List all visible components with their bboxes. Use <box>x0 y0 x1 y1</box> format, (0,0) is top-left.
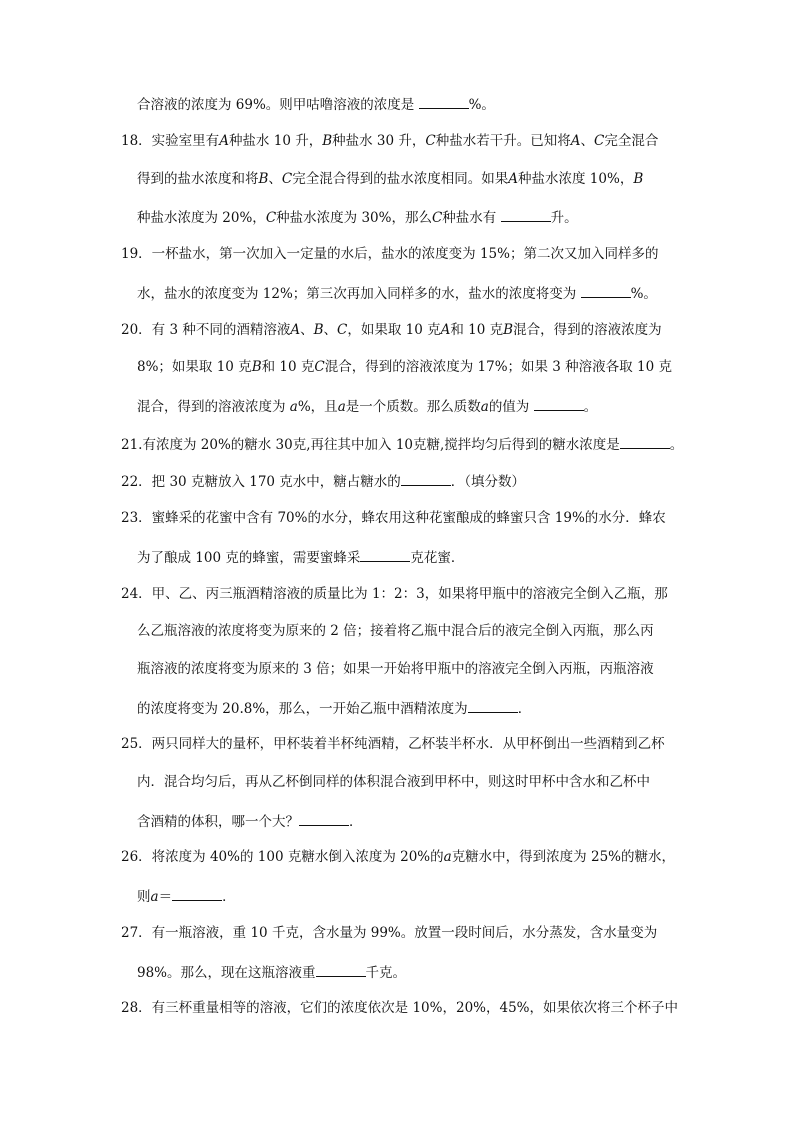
text-span: 的浓度将变为 20.8%，那么，一开始乙瓶中酒精浓度为 <box>137 701 468 717</box>
text-span: 26．将浓度为 40%的 100 克糖水倒入浓度为 20%的 <box>121 849 444 865</box>
text-span: 18．实验室里有 <box>121 133 220 149</box>
answer-blank[interactable] <box>360 550 410 562</box>
text-line <box>137 663 654 677</box>
text-line <box>137 361 672 375</box>
text-span: ． <box>349 814 363 830</box>
variable-text: A <box>290 322 301 338</box>
variable-text: C <box>314 359 325 375</box>
question-23-line <box>121 512 666 526</box>
text-span: 20．有 3 种不同的酒精溶液 <box>121 322 291 338</box>
question-22-line <box>121 474 525 490</box>
variable-text: a <box>443 849 452 865</box>
text-span: ． <box>222 889 236 905</box>
text-span: 种盐水浓度为 20%， <box>137 210 266 226</box>
variable-text: B <box>258 171 269 187</box>
text-span: 瓶溶液的浓度将变为原来的 3 倍；如果一开始将甲瓶中的溶液完全倒入丙瓶，丙瓶溶液 <box>137 661 654 677</box>
text-span: 混合，得到的溶液浓度为 <box>513 322 662 338</box>
variable-text: A <box>570 133 581 149</box>
text-span: 23．蜜蜂采的花蜜中含有 70%的水分，蜂农用这种花蜜酿成的蜂蜜只含 19%的水分．蜂农 <box>121 510 666 526</box>
text-span: 是一个质数。那么质数 <box>345 399 481 415</box>
text-span: 升。 <box>550 210 578 226</box>
variable-text: C <box>593 133 605 149</box>
text-span: %，且 <box>297 399 338 415</box>
variable-text: B <box>251 359 262 375</box>
variable-text: B <box>633 171 644 187</box>
text-line <box>137 889 236 905</box>
answer-blank[interactable] <box>534 399 584 411</box>
question-21-line <box>121 437 683 453</box>
variable-text: A <box>508 171 519 187</box>
variable-text: a <box>150 889 159 905</box>
text-span: 。 <box>669 437 684 453</box>
text-line <box>137 210 578 226</box>
text-span: 克糖水中，得到浓度为 25%的糖水， <box>451 849 675 865</box>
text-span: 22．把 30 克糖放入 170 克水中，糖占糖水的 <box>121 474 401 490</box>
text-span: 的值为 <box>488 399 534 415</box>
variable-text: C <box>425 133 436 149</box>
text-span: 为了酿成 100 克的蜂蜜，需要蜜蜂采 <box>137 550 361 566</box>
text-line <box>137 814 363 830</box>
text-span: 种盐水 30 升， <box>332 133 426 149</box>
text-span: 混合，得到的溶液浓度为 17%；如果 3 种溶液各取 10 克 <box>324 359 672 375</box>
text-span: %。 <box>630 286 657 302</box>
variable-text: B <box>313 322 324 338</box>
question-26-line <box>121 851 675 865</box>
text-span: 千克。 <box>365 965 407 981</box>
answer-blank[interactable] <box>419 97 469 109</box>
text-span: 种盐水 10 升， <box>228 133 323 149</box>
variable-text: B <box>322 133 333 149</box>
text-span: 内．混合均匀后，再从乙杯倒同样的体积混合液到甲杯中，则这时甲杯中含水和乙杯中 <box>137 774 650 790</box>
variable-text: A <box>440 322 451 338</box>
variable-text: B <box>503 322 514 338</box>
text-line <box>137 173 643 187</box>
text-span: 27．有一瓶溶液，重 10 千克，含水量为 99%。放置一段时间后，水分蒸发，含水量变为 <box>121 925 658 941</box>
answer-blank[interactable] <box>299 814 349 826</box>
text-line <box>137 97 495 113</box>
text-span: 和 10 克 <box>261 359 315 375</box>
answer-blank[interactable] <box>581 286 631 298</box>
text-span: 、 <box>580 133 594 149</box>
text-span: ．（填分数） <box>450 474 526 490</box>
text-span: 水，盐水的浓度变为 12%；第三次再加入同样多的水，盐水的浓度将变为 <box>137 286 581 302</box>
text-span: 24．甲、乙、丙三瓶酒精溶液的质量比为 1：2：3，如果将甲瓶中的溶液完全倒入乙瓶，那 <box>121 586 668 602</box>
question-20-line <box>121 324 662 338</box>
text-span: 种盐水浓度 10%， <box>518 171 634 187</box>
text-span: 。 <box>583 399 598 415</box>
text-line <box>137 550 464 566</box>
text-line <box>137 701 531 717</box>
question-27-line <box>121 927 657 941</box>
text-span: 25．两只同样大的量杯，甲杯装着半杯纯酒精，乙杯装半杯水．从甲杯倒出一些酒精到乙杯 <box>121 736 665 752</box>
text-span: 得到的盐水浓度和将 <box>137 171 259 187</box>
text-span: ． <box>517 701 532 717</box>
answer-blank[interactable] <box>401 474 451 486</box>
variable-text: a <box>289 399 298 415</box>
question-24-line <box>121 588 668 602</box>
question-25-line <box>121 738 665 752</box>
variable-text: a <box>337 399 346 415</box>
text-span: 完全混合 <box>604 133 659 149</box>
text-span: 、 <box>323 322 338 338</box>
text-span: ＝ <box>158 889 173 905</box>
variable-text: a <box>480 399 489 415</box>
variable-text: C <box>337 322 348 338</box>
text-span: 种盐水有 <box>442 210 501 226</box>
text-span: 混合，得到的溶液浓度为 <box>137 399 290 415</box>
text-span: 克花蜜． <box>410 550 465 566</box>
text-line <box>137 965 406 981</box>
text-span: 含酒精的体积，哪一个大？ <box>137 814 299 830</box>
text-span: 98%。那么，现在这瓶溶液重 <box>137 965 316 981</box>
text-span: 28．有三杯重量相等的溶液，它们的浓度依次是 10%，20%，45%，如果依次将三个杯子中 <box>121 1000 678 1016</box>
text-span: %。 <box>468 97 495 113</box>
variable-text: C <box>281 171 293 187</box>
answer-blank[interactable] <box>316 965 366 977</box>
question-28-line <box>121 1002 678 1016</box>
answer-blank[interactable] <box>468 701 518 713</box>
text-span: 么乙瓶溶液的浓度将变为原来的 2 倍；接着将乙瓶中混合后的液完全倒入丙瓶，那么丙 <box>137 623 654 639</box>
text-span: 完全混合得到的盐水浓度相同。如果 <box>292 171 509 187</box>
variable-text: A <box>219 133 229 149</box>
text-line <box>137 399 597 415</box>
variable-text: C <box>265 210 277 226</box>
answer-blank[interactable] <box>501 210 551 222</box>
text-line <box>137 776 650 790</box>
text-span: 合溶液的浓度为 69%。则甲咕噜溶液的浓度是 <box>137 97 419 113</box>
text-span: 21.有浓度为 20%的糖水 30克,再往其中加入 10克糖,搅拌均匀后得到的糖水浓度是 <box>121 437 620 453</box>
variable-text: C <box>431 210 443 226</box>
text-span: ，如果取 10 克 <box>347 322 441 338</box>
text-span: 和 10 克 <box>450 322 504 338</box>
answer-blank[interactable] <box>620 437 670 449</box>
text-span: 种盐水若干升。已知将 <box>435 133 571 149</box>
question-18-line <box>121 135 658 149</box>
text-span: 、 <box>268 171 282 187</box>
text-line <box>137 625 654 639</box>
text-span: 、 <box>300 322 314 338</box>
text-span: 则 <box>137 889 151 905</box>
answer-blank[interactable] <box>172 889 222 901</box>
question-19-line <box>121 248 658 262</box>
text-span: 种盐水浓度为 30%，那么 <box>276 210 432 226</box>
text-line <box>137 286 657 302</box>
text-span: 8%；如果取 10 克 <box>137 359 252 375</box>
text-span: 19．一杯盐水，第一次加入一定量的水后，盐水的浓度变为 15%；第二次又加入同样多的 <box>121 246 659 262</box>
